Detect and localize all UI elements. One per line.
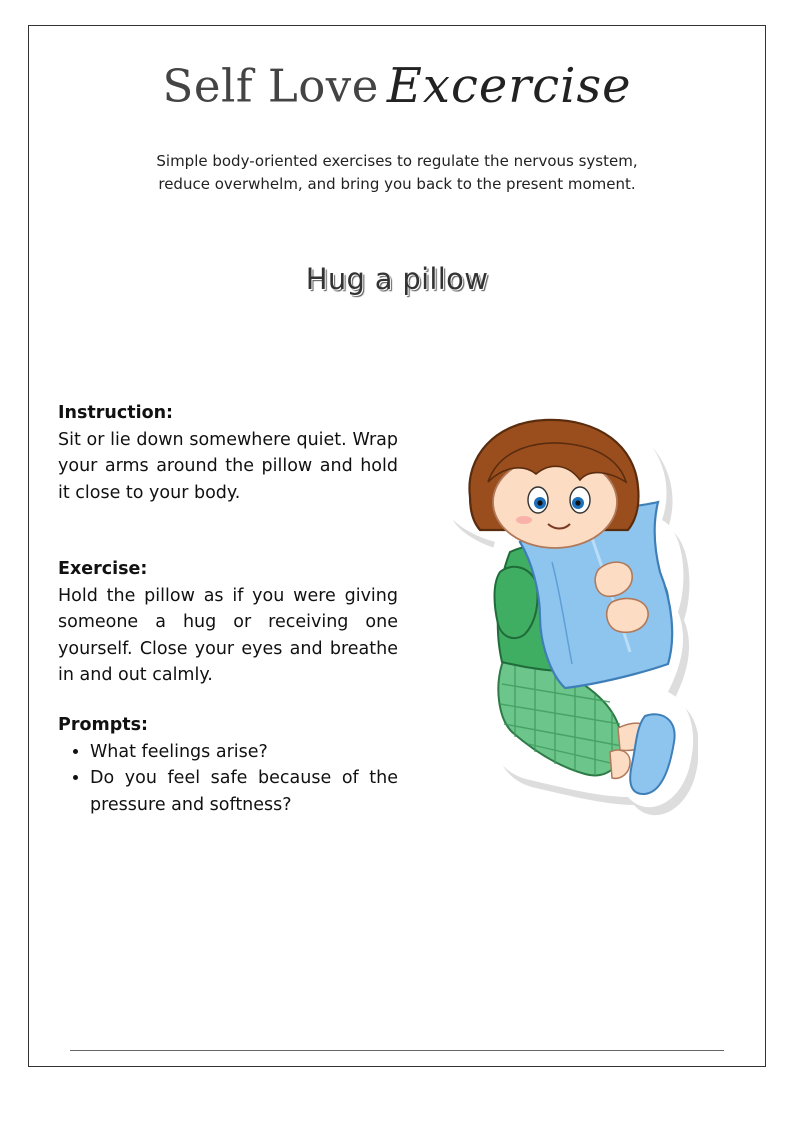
title-script-part: Excercise: [386, 58, 632, 114]
prompts-list: [58, 739, 398, 819]
subtitle-line-1: Simple body-oriented exercises to regulate the nervous system,: [156, 152, 638, 170]
instruction-section: [58, 400, 398, 506]
prompt-item: • What feelings arise?: [90, 739, 398, 766]
instruction-label: Instruction:: [58, 403, 174, 423]
exercise-section: [58, 556, 398, 689]
page-subtitle: [120, 150, 674, 196]
subtitle-line-2: reduce overwhelm, and bring you back to the present moment.: [158, 175, 636, 193]
prompts-section: [58, 712, 398, 818]
instruction-text: Sit or lie down somewhere quiet. Wrap your arms around the pillow and hold it close to your body.: [58, 429, 398, 503]
prompt-item: • Do you feel safe because of the pressure and softness?: [90, 765, 398, 818]
bottom-divider: [70, 1050, 724, 1051]
exercise-text: Hold the pillow as if you were giving someone a hug or receiving one yourself. Close your eyes and breathe in and out calmly.: [58, 585, 398, 685]
exercise-label: Exercise:: [58, 559, 148, 579]
title-serif-part: Self Love: [162, 59, 379, 113]
page-title: [0, 58, 794, 114]
head: [469, 420, 638, 548]
prompts-label: Prompts:: [58, 715, 149, 735]
girl-hugging-pillow-illustration: [440, 402, 698, 820]
exercise-heading: Hug a pillow: [305, 262, 489, 296]
